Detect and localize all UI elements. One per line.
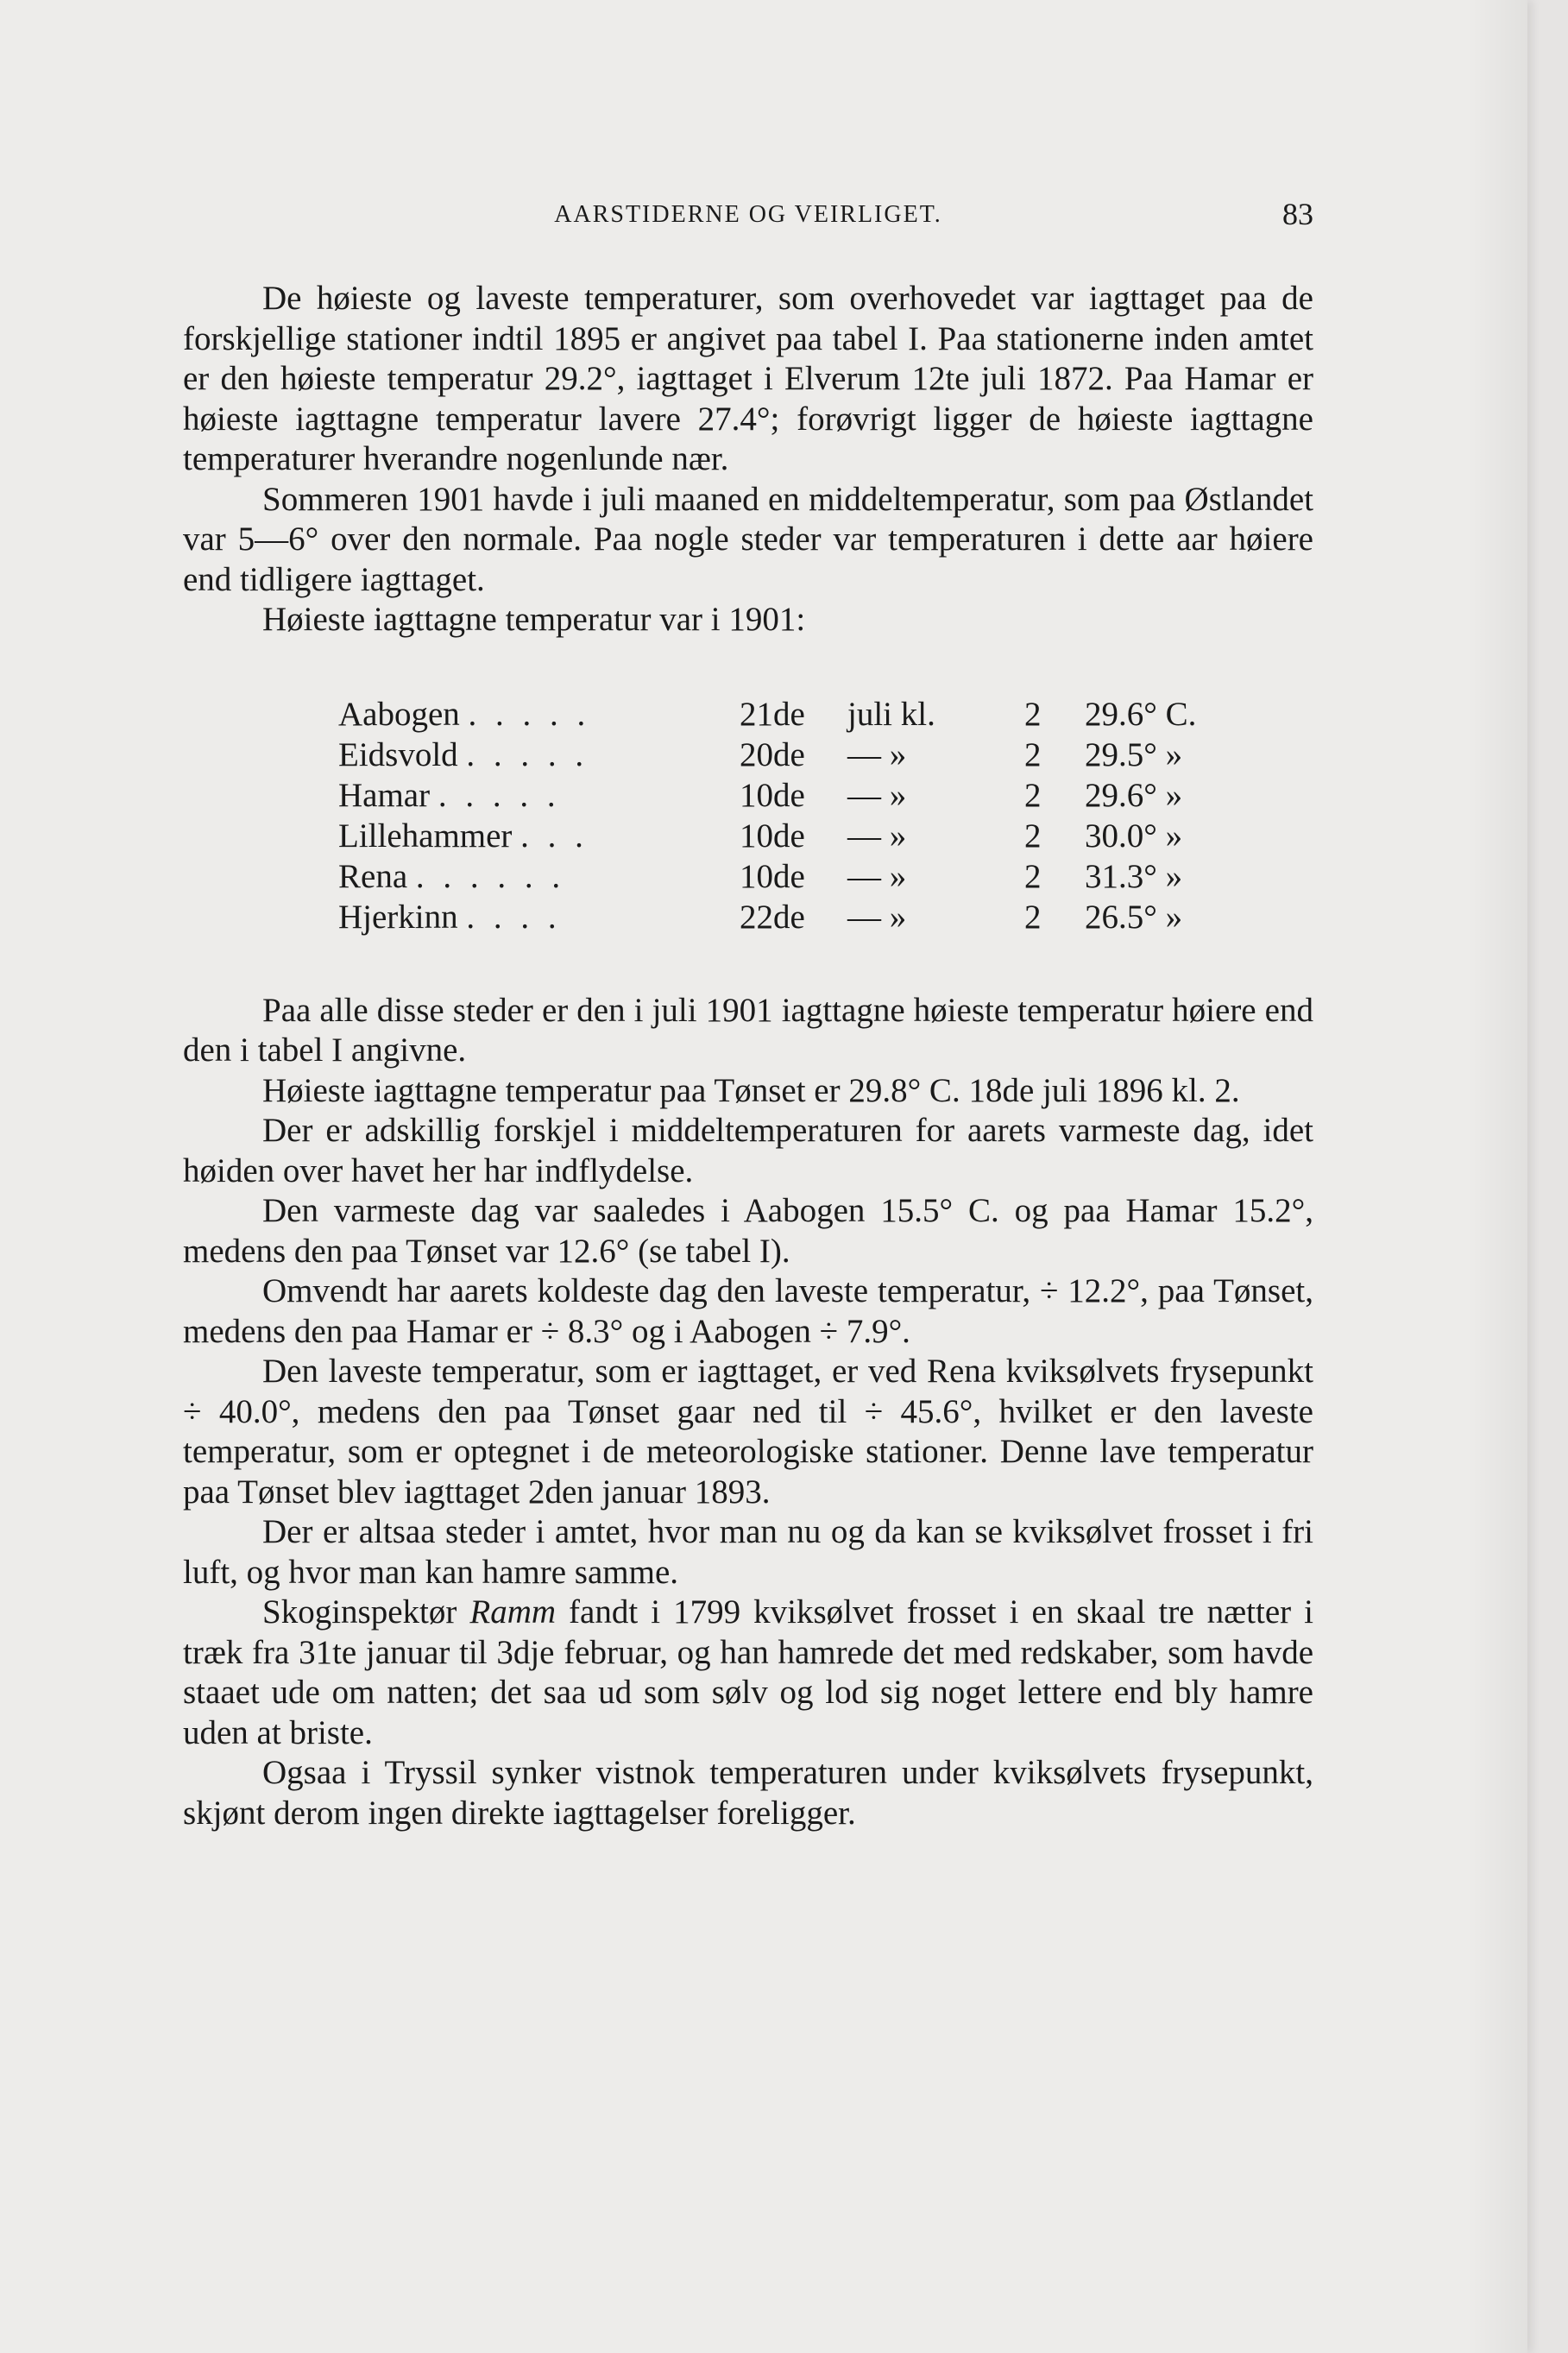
paragraph-warmest-day-difference: Der er adskillig forskjel i middeltemperaturen for aarets varmeste dag, idet høiden over havet her har indflydelse. <box>183 1112 1313 1189</box>
station-temp-cell: 29.5° » <box>1085 735 1183 773</box>
table-row <box>338 775 1283 816</box>
station-hour-cell: 2 <box>1024 857 1042 895</box>
station-temp-cell: 26.5° » <box>1085 898 1183 936</box>
paragraph-table-intro: Høieste iagttagne temperatur var i 1901: <box>262 601 806 638</box>
station-name-cell: Hamar . . . . . <box>338 776 561 814</box>
station-month-cell: — » <box>847 857 907 895</box>
text-block <box>183 194 1313 1833</box>
station-name-cell: Rena . . . . . . <box>338 857 566 895</box>
paragraph-summer-1901: Sommeren 1901 havde i juli maaned en middeltemperatur, som paa Østlandet var 5—6° over den normale. Paa nogle steder var temperaturen i dette aar høiere end tidligere iagttaget. <box>183 480 1313 598</box>
station-temp-cell: 29.6° » <box>1085 776 1183 814</box>
station-hour-cell: 2 <box>1024 776 1042 814</box>
station-hour-cell: 2 <box>1024 817 1042 855</box>
paragraph-frozen-mercury: Der er altsaa steder i amtet, hvor man nu og da kan se kviksølvet frosset i fri luft, og hvor man kan hamre samme. <box>183 1513 1313 1591</box>
paragraph-tonset-max: Høieste iagttagne temperatur paa Tønset er 29.8° C. 18de juli 1896 kl. 2. <box>262 1071 1240 1109</box>
running-title: AARSTIDERNE OG VEIRLIGET. <box>554 201 942 228</box>
station-hour-cell: 2 <box>1024 898 1042 936</box>
paragraph-temperature-records: De høieste og laveste temperaturer, som overhovedet var iagttaget paa de forskjellige stationer indtil 1895 er angivet paa tabel I. Paa stationerne inden amtet er den høieste temperatur 29.2°, iagttaget i Elverum 12te juli 1872. Paa Hamar er høieste iagttagne temperatur lavere 27.4°; forøvrigt ligger de høieste iagttagne temperaturer hverandre nogenlunde nær. <box>183 280 1313 477</box>
station-hour-cell: 2 <box>1024 695 1042 733</box>
station-name-cell: Eidsvold . . . . . <box>338 735 589 773</box>
station-month-cell: — » <box>847 817 907 855</box>
station-date-cell: 10de <box>740 817 805 855</box>
station-month-cell: juli kl. <box>847 695 935 733</box>
table-row <box>338 735 1283 775</box>
station-month-cell: — » <box>847 735 907 773</box>
paragraph-tryssil: Ogsaa i Tryssil synker vistnok temperaturen under kviksølvets frysepunkt, skjønt derom ingen direkte iagttagelser foreligger. <box>183 1754 1313 1832</box>
table-row <box>338 816 1283 856</box>
station-temperature-table <box>338 694 1283 937</box>
station-name-cell: Hjerkinn . . . . <box>338 898 562 936</box>
station-temp-cell: 29.6° C. <box>1085 695 1197 733</box>
table-row <box>338 856 1283 897</box>
station-date-cell: 22de <box>740 898 805 936</box>
station-date-cell: 10de <box>740 857 805 895</box>
paragraph-warmest-day: Den varmeste dag var saaledes i Aabogen 15.5° C. og paa Hamar 15.2°, medens den paa Tønset var 12.6° (se tabel I). <box>183 1192 1313 1270</box>
station-date-cell: 20de <box>740 735 805 773</box>
station-date-cell: 21de <box>740 695 805 733</box>
station-date-cell: 10de <box>740 776 805 814</box>
table-row <box>338 897 1283 937</box>
station-temp-cell: 30.0° » <box>1085 817 1183 855</box>
station-month-cell: — » <box>847 898 907 936</box>
page-spine-shadow <box>1467 0 1527 2353</box>
page-number: 83 <box>1282 197 1313 231</box>
running-head <box>183 194 1313 229</box>
person-name-ramm: Ramm <box>469 1593 557 1631</box>
table-row <box>338 694 1283 735</box>
station-name-cell: Aabogen . . . . . <box>338 695 591 733</box>
station-temp-cell: 31.3° » <box>1085 857 1183 895</box>
paragraph-ramm: Skoginspektør Ramm fandt i 1799 kviksølvet frosset i en skaal tre nætter i træk fra 31te januar til 3dje februar, og han hamrede det med redskaber, som havde staaet ude om natten; det saa ud som sølv og lod sig noget lettere end bly hamre uden at briste. <box>183 1593 1313 1751</box>
station-hour-cell: 2 <box>1024 735 1042 773</box>
paragraph-all-stations: Paa alle disse steder er den i juli 1901 iagttagne høieste temperatur høiere end den i tabel I angivne. <box>183 991 1313 1069</box>
paragraph-lowest-temperature: Den laveste temperatur, som er iagttaget, er ved Rena kviksølvets frysepunkt ÷ 40.0°, medens den paa Tønset gaar ned til ÷ 45.6°, hvilket er den laveste temperatur, som er optegnet i de meteorologiske stationer. Denne lave temperatur paa Tønset blev iagttaget 2den januar 1893. <box>183 1353 1313 1511</box>
paragraph-coldest-day: Omvendt har aarets koldeste dag den laveste temperatur, ÷ 12.2°, paa Tønset, medens den paa Hamar er ÷ 8.3° og i Aabogen ÷ 7.9°. <box>183 1272 1313 1350</box>
station-month-cell: — » <box>847 776 907 814</box>
station-name-cell: Lillehammer . . . <box>338 817 589 855</box>
